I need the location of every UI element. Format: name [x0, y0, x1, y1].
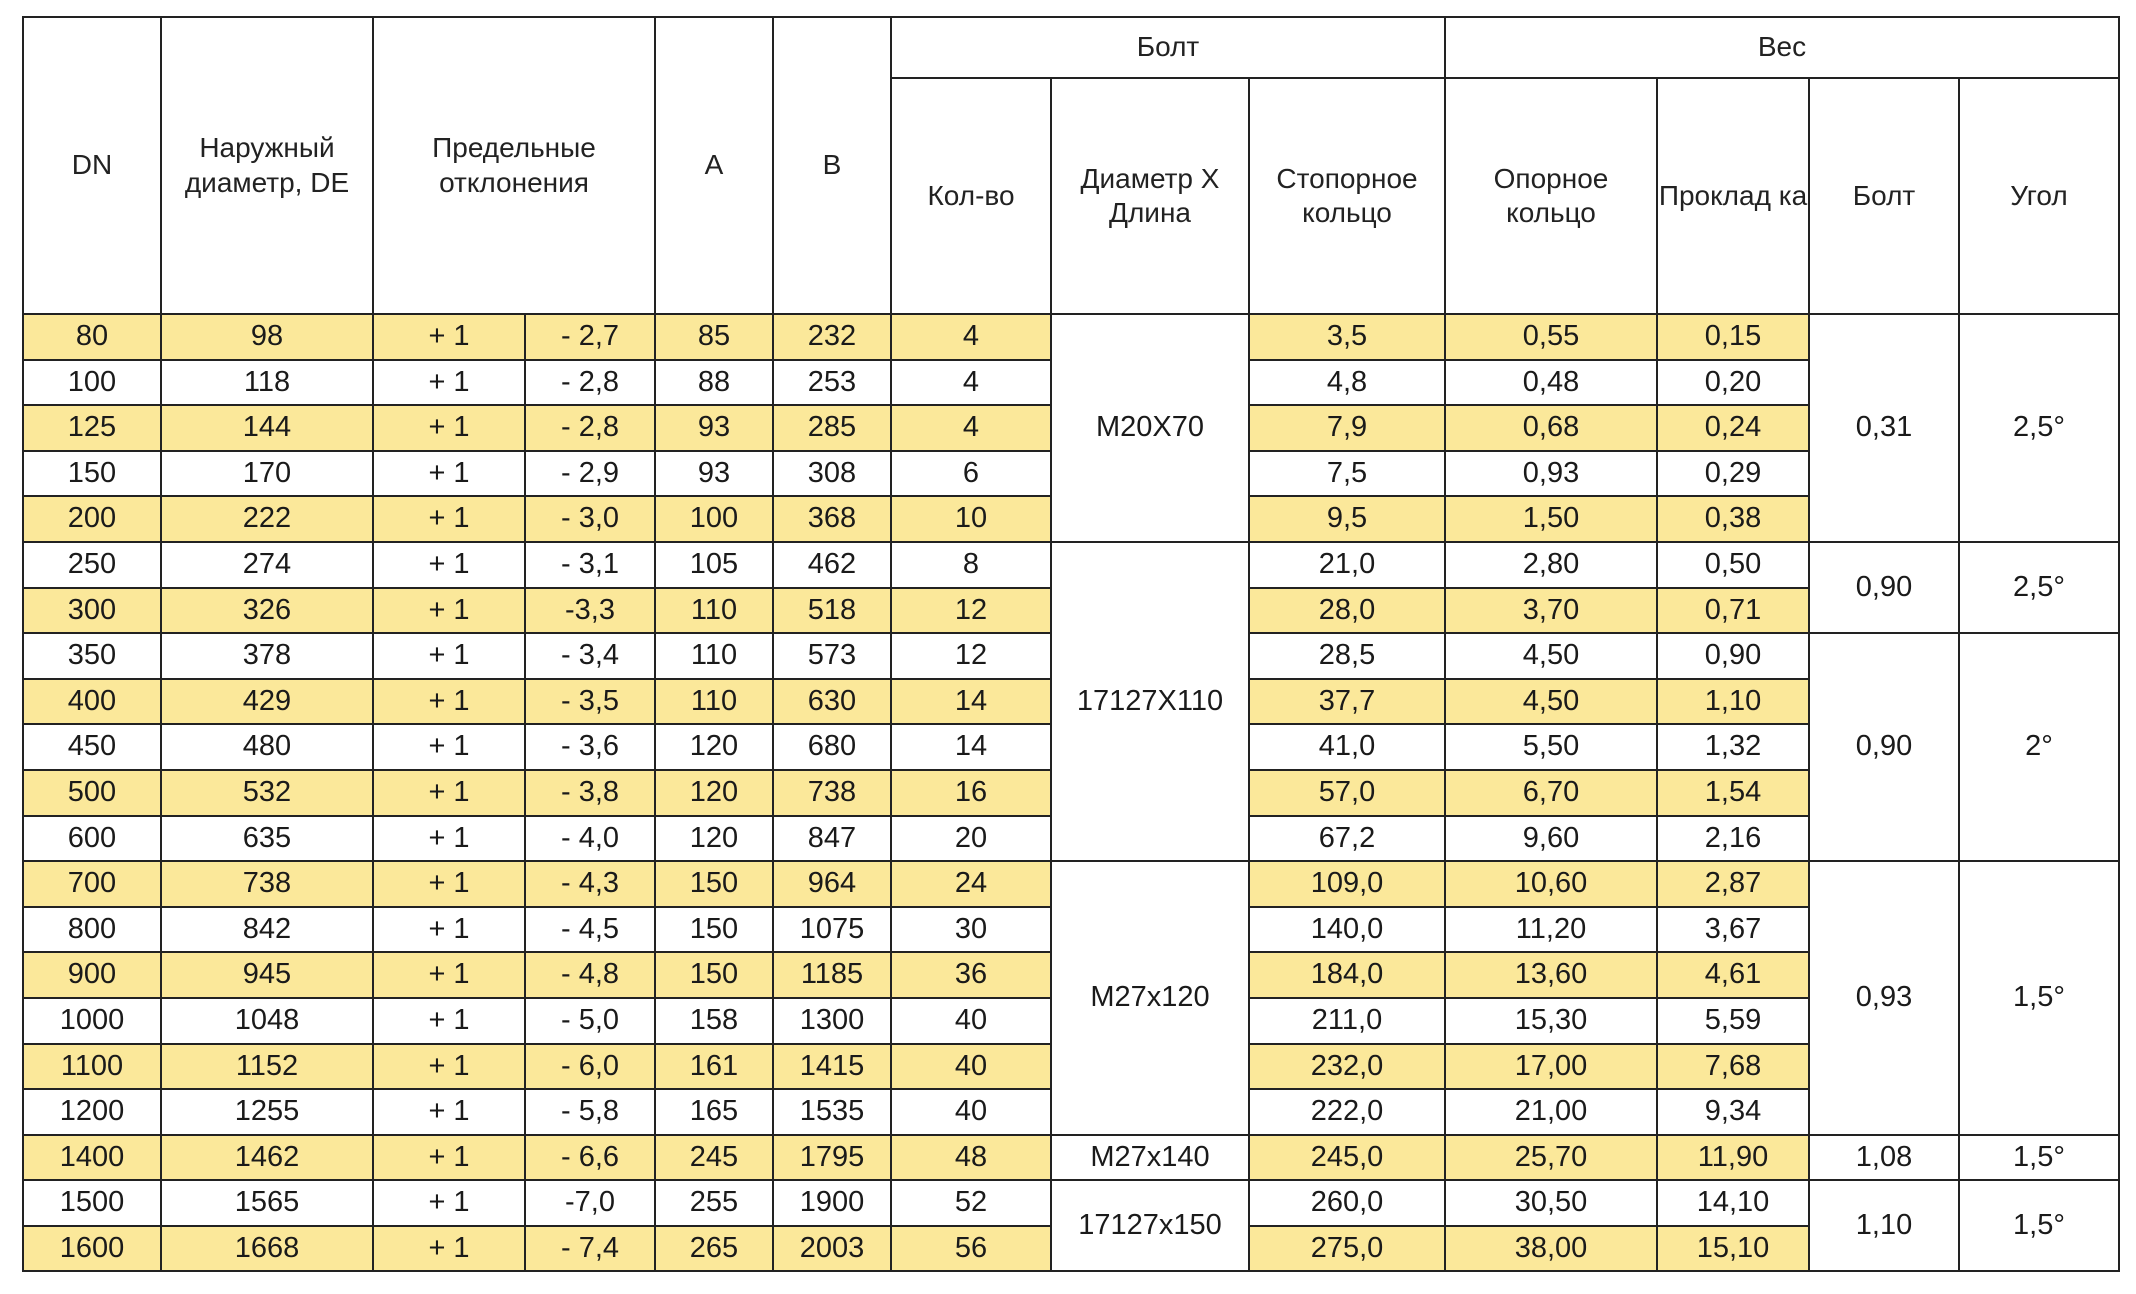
- gasket-weight-cell: 15,10: [1657, 1226, 1809, 1272]
- deviation-minus-cell: - 4,3: [525, 861, 655, 907]
- b-cell: 253: [773, 360, 891, 406]
- stop-ring-weight-cell: 37,7: [1249, 679, 1445, 725]
- outer-diameter-cell: 945: [161, 952, 373, 998]
- deviation-minus-cell: - 2,9: [525, 451, 655, 497]
- stop-ring-weight-cell: 28,0: [1249, 588, 1445, 634]
- header-bolt-group: Болт: [891, 17, 1445, 78]
- stop-ring-weight-cell: 109,0: [1249, 861, 1445, 907]
- deviation-plus-cell: + 1: [373, 952, 525, 998]
- a-cell: 120: [655, 770, 773, 816]
- deviation-minus-cell: - 4,0: [525, 816, 655, 862]
- bolt-size-cell: M27x140: [1051, 1135, 1249, 1181]
- deviation-minus-cell: - 3,6: [525, 724, 655, 770]
- stop-ring-weight-cell: 3,5: [1249, 314, 1445, 360]
- deviation-minus-cell: - 3,5: [525, 679, 655, 725]
- deviation-plus-cell: + 1: [373, 1180, 525, 1226]
- gasket-weight-cell: 0,24: [1657, 405, 1809, 451]
- support-ring-weight-cell: 10,60: [1445, 861, 1657, 907]
- dn-cell: 1500: [23, 1180, 161, 1226]
- gasket-weight-cell: 0,38: [1657, 496, 1809, 542]
- header-dn: DN: [23, 17, 161, 314]
- gasket-weight-cell: 9,34: [1657, 1089, 1809, 1135]
- support-ring-weight-cell: 13,60: [1445, 952, 1657, 998]
- deviation-plus-cell: + 1: [373, 861, 525, 907]
- b-cell: 573: [773, 633, 891, 679]
- stop-ring-weight-cell: 184,0: [1249, 952, 1445, 998]
- deviation-minus-cell: - 6,6: [525, 1135, 655, 1181]
- stop-ring-weight-cell: 140,0: [1249, 907, 1445, 953]
- bolt-qty-cell: 8: [891, 542, 1051, 588]
- dn-cell: 450: [23, 724, 161, 770]
- bolt-qty-cell: 10: [891, 496, 1051, 542]
- bolt-size-cell: 17127x150: [1051, 1180, 1249, 1271]
- dn-cell: 300: [23, 588, 161, 634]
- table-row: [23, 314, 2119, 360]
- support-ring-weight-cell: 11,20: [1445, 907, 1657, 953]
- gasket-weight-cell: 14,10: [1657, 1180, 1809, 1226]
- deviation-plus-cell: + 1: [373, 1044, 525, 1090]
- dn-cell: 600: [23, 816, 161, 862]
- outer-diameter-cell: 1048: [161, 998, 373, 1044]
- support-ring-weight-cell: 0,68: [1445, 405, 1657, 451]
- deviation-plus-cell: + 1: [373, 496, 525, 542]
- deviation-minus-cell: - 3,1: [525, 542, 655, 588]
- header-qty: Кол-во: [891, 78, 1051, 314]
- table-row: [23, 861, 2119, 907]
- dn-cell: 250: [23, 542, 161, 588]
- table-row: [23, 1180, 2119, 1226]
- outer-diameter-cell: 326: [161, 588, 373, 634]
- a-cell: 158: [655, 998, 773, 1044]
- bolt-qty-cell: 30: [891, 907, 1051, 953]
- outer-diameter-cell: 274: [161, 542, 373, 588]
- deviation-plus-cell: + 1: [373, 816, 525, 862]
- outer-diameter-cell: 144: [161, 405, 373, 451]
- a-cell: 110: [655, 633, 773, 679]
- stop-ring-weight-cell: 28,5: [1249, 633, 1445, 679]
- gasket-weight-cell: 4,61: [1657, 952, 1809, 998]
- b-cell: 1900: [773, 1180, 891, 1226]
- bolt-qty-cell: 40: [891, 998, 1051, 1044]
- outer-diameter-cell: 1462: [161, 1135, 373, 1181]
- stop-ring-weight-cell: 41,0: [1249, 724, 1445, 770]
- stop-ring-weight-cell: 7,5: [1249, 451, 1445, 497]
- bolt-size-cell: M27x120: [1051, 861, 1249, 1135]
- support-ring-weight-cell: 25,70: [1445, 1135, 1657, 1181]
- outer-diameter-cell: 635: [161, 816, 373, 862]
- stop-ring-weight-cell: 57,0: [1249, 770, 1445, 816]
- header-angle: Угол: [1959, 78, 2119, 314]
- header-a: A: [655, 17, 773, 314]
- deviation-plus-cell: + 1: [373, 451, 525, 497]
- deviation-minus-cell: - 4,8: [525, 952, 655, 998]
- deviation-minus-cell: - 5,8: [525, 1089, 655, 1135]
- outer-diameter-cell: 1152: [161, 1044, 373, 1090]
- dn-cell: 1200: [23, 1089, 161, 1135]
- deviation-minus-cell: -3,3: [525, 588, 655, 634]
- bolt-qty-cell: 24: [891, 861, 1051, 907]
- bolt-qty-cell: 14: [891, 724, 1051, 770]
- deviation-plus-cell: + 1: [373, 724, 525, 770]
- deviation-minus-cell: - 2,8: [525, 360, 655, 406]
- bolt-qty-cell: 40: [891, 1089, 1051, 1135]
- bolt-qty-cell: 48: [891, 1135, 1051, 1181]
- deviation-minus-cell: -7,0: [525, 1180, 655, 1226]
- angle-cell: 1,5°: [1959, 1135, 2119, 1181]
- dn-cell: 1000: [23, 998, 161, 1044]
- outer-diameter-cell: 222: [161, 496, 373, 542]
- bolt-qty-cell: 4: [891, 405, 1051, 451]
- dn-cell: 1400: [23, 1135, 161, 1181]
- dn-cell: 1600: [23, 1226, 161, 1272]
- table-row: [23, 542, 2119, 588]
- bolt-qty-cell: 12: [891, 588, 1051, 634]
- deviation-plus-cell: + 1: [373, 907, 525, 953]
- deviation-plus-cell: + 1: [373, 588, 525, 634]
- outer-diameter-cell: 118: [161, 360, 373, 406]
- outer-diameter-cell: 738: [161, 861, 373, 907]
- b-cell: 285: [773, 405, 891, 451]
- dn-cell: 350: [23, 633, 161, 679]
- deviation-plus-cell: + 1: [373, 542, 525, 588]
- gasket-weight-cell: 1,10: [1657, 679, 1809, 725]
- bolt-qty-cell: 52: [891, 1180, 1051, 1226]
- bolt-size-cell: M20X70: [1051, 314, 1249, 542]
- deviation-plus-cell: + 1: [373, 633, 525, 679]
- b-cell: 462: [773, 542, 891, 588]
- b-cell: 847: [773, 816, 891, 862]
- header-stop-ring: Стопорное кольцо: [1249, 78, 1445, 314]
- gasket-weight-cell: 3,67: [1657, 907, 1809, 953]
- bolt-qty-cell: 4: [891, 360, 1051, 406]
- stop-ring-weight-cell: 67,2: [1249, 816, 1445, 862]
- outer-diameter-cell: 532: [161, 770, 373, 816]
- outer-diameter-cell: 842: [161, 907, 373, 953]
- dn-cell: 100: [23, 360, 161, 406]
- a-cell: 150: [655, 907, 773, 953]
- header-deviations: Предельные отклонения: [373, 17, 655, 314]
- dn-cell: 700: [23, 861, 161, 907]
- deviation-plus-cell: + 1: [373, 1135, 525, 1181]
- a-cell: 85: [655, 314, 773, 360]
- support-ring-weight-cell: 17,00: [1445, 1044, 1657, 1090]
- gasket-weight-cell: 0,71: [1657, 588, 1809, 634]
- b-cell: 1795: [773, 1135, 891, 1181]
- dn-cell: 500: [23, 770, 161, 816]
- header-b: B: [773, 17, 891, 314]
- bolt-qty-cell: 16: [891, 770, 1051, 816]
- support-ring-weight-cell: 3,70: [1445, 588, 1657, 634]
- a-cell: 93: [655, 451, 773, 497]
- dn-cell: 1100: [23, 1044, 161, 1090]
- support-ring-weight-cell: 9,60: [1445, 816, 1657, 862]
- gasket-weight-cell: 0,90: [1657, 633, 1809, 679]
- deviation-plus-cell: + 1: [373, 1226, 525, 1272]
- deviation-minus-cell: - 2,7: [525, 314, 655, 360]
- support-ring-weight-cell: 0,55: [1445, 314, 1657, 360]
- support-ring-weight-cell: 15,30: [1445, 998, 1657, 1044]
- gasket-weight-cell: 0,20: [1657, 360, 1809, 406]
- dn-cell: 150: [23, 451, 161, 497]
- gasket-weight-cell: 7,68: [1657, 1044, 1809, 1090]
- dn-cell: 900: [23, 952, 161, 998]
- b-cell: 1075: [773, 907, 891, 953]
- bolt-qty-cell: 12: [891, 633, 1051, 679]
- a-cell: 100: [655, 496, 773, 542]
- b-cell: 1415: [773, 1044, 891, 1090]
- stop-ring-weight-cell: 260,0: [1249, 1180, 1445, 1226]
- a-cell: 165: [655, 1089, 773, 1135]
- header-bolt-weight: Болт: [1809, 78, 1959, 314]
- a-cell: 150: [655, 952, 773, 998]
- deviation-minus-cell: - 6,0: [525, 1044, 655, 1090]
- bolt-weight-cell: 0,93: [1809, 861, 1959, 1135]
- table-body: [23, 314, 2119, 1271]
- stop-ring-weight-cell: 211,0: [1249, 998, 1445, 1044]
- angle-cell: 2°: [1959, 633, 2119, 861]
- support-ring-weight-cell: 21,00: [1445, 1089, 1657, 1135]
- dn-cell: 200: [23, 496, 161, 542]
- deviation-plus-cell: + 1: [373, 314, 525, 360]
- angle-cell: 1,5°: [1959, 1180, 2119, 1271]
- flange-spec-table: [22, 16, 2120, 1272]
- support-ring-weight-cell: 4,50: [1445, 633, 1657, 679]
- deviation-minus-cell: - 3,8: [525, 770, 655, 816]
- outer-diameter-cell: 170: [161, 451, 373, 497]
- b-cell: 518: [773, 588, 891, 634]
- gasket-weight-cell: 2,87: [1657, 861, 1809, 907]
- a-cell: 120: [655, 724, 773, 770]
- a-cell: 265: [655, 1226, 773, 1272]
- stop-ring-weight-cell: 245,0: [1249, 1135, 1445, 1181]
- a-cell: 105: [655, 542, 773, 588]
- dn-cell: 125: [23, 405, 161, 451]
- a-cell: 161: [655, 1044, 773, 1090]
- deviation-plus-cell: + 1: [373, 405, 525, 451]
- deviation-plus-cell: + 1: [373, 1089, 525, 1135]
- bolt-qty-cell: 36: [891, 952, 1051, 998]
- stop-ring-weight-cell: 21,0: [1249, 542, 1445, 588]
- b-cell: 1185: [773, 952, 891, 998]
- dn-cell: 400: [23, 679, 161, 725]
- deviation-minus-cell: - 7,4: [525, 1226, 655, 1272]
- stop-ring-weight-cell: 7,9: [1249, 405, 1445, 451]
- b-cell: 368: [773, 496, 891, 542]
- gasket-weight-cell: 0,29: [1657, 451, 1809, 497]
- gasket-weight-cell: 5,59: [1657, 998, 1809, 1044]
- header-outer-diameter: Наружный диаметр, DE: [161, 17, 373, 314]
- a-cell: 93: [655, 405, 773, 451]
- deviation-plus-cell: + 1: [373, 998, 525, 1044]
- deviation-minus-cell: - 3,4: [525, 633, 655, 679]
- angle-cell: 2,5°: [1959, 314, 2119, 542]
- header-gasket: Проклад ка: [1657, 78, 1809, 314]
- bolt-qty-cell: 4: [891, 314, 1051, 360]
- gasket-weight-cell: 0,15: [1657, 314, 1809, 360]
- table-row: [23, 1135, 2119, 1181]
- a-cell: 255: [655, 1180, 773, 1226]
- bolt-qty-cell: 20: [891, 816, 1051, 862]
- deviation-plus-cell: + 1: [373, 360, 525, 406]
- a-cell: 120: [655, 816, 773, 862]
- bolt-qty-cell: 56: [891, 1226, 1051, 1272]
- angle-cell: 1,5°: [1959, 861, 2119, 1135]
- b-cell: 308: [773, 451, 891, 497]
- bolt-weight-cell: 1,08: [1809, 1135, 1959, 1181]
- support-ring-weight-cell: 38,00: [1445, 1226, 1657, 1272]
- gasket-weight-cell: 0,50: [1657, 542, 1809, 588]
- gasket-weight-cell: 1,54: [1657, 770, 1809, 816]
- b-cell: 738: [773, 770, 891, 816]
- bolt-weight-cell: 0,31: [1809, 314, 1959, 542]
- header-diam-len: Диаметр Х Длина: [1051, 78, 1249, 314]
- outer-diameter-cell: 378: [161, 633, 373, 679]
- gasket-weight-cell: 1,32: [1657, 724, 1809, 770]
- outer-diameter-cell: 480: [161, 724, 373, 770]
- gasket-weight-cell: 2,16: [1657, 816, 1809, 862]
- deviation-minus-cell: - 3,0: [525, 496, 655, 542]
- bolt-qty-cell: 40: [891, 1044, 1051, 1090]
- bolt-weight-cell: 0,90: [1809, 633, 1959, 861]
- deviation-minus-cell: - 5,0: [525, 998, 655, 1044]
- support-ring-weight-cell: 30,50: [1445, 1180, 1657, 1226]
- b-cell: 1300: [773, 998, 891, 1044]
- support-ring-weight-cell: 4,50: [1445, 679, 1657, 725]
- deviation-plus-cell: + 1: [373, 770, 525, 816]
- deviation-minus-cell: - 4,5: [525, 907, 655, 953]
- stop-ring-weight-cell: 275,0: [1249, 1226, 1445, 1272]
- dn-cell: 80: [23, 314, 161, 360]
- b-cell: 630: [773, 679, 891, 725]
- outer-diameter-cell: 98: [161, 314, 373, 360]
- b-cell: 680: [773, 724, 891, 770]
- header-support-ring: Опорное кольцо: [1445, 78, 1657, 314]
- stop-ring-weight-cell: 4,8: [1249, 360, 1445, 406]
- gasket-weight-cell: 11,90: [1657, 1135, 1809, 1181]
- support-ring-weight-cell: 0,48: [1445, 360, 1657, 406]
- dn-cell: 800: [23, 907, 161, 953]
- bolt-weight-cell: 0,90: [1809, 542, 1959, 633]
- b-cell: 964: [773, 861, 891, 907]
- support-ring-weight-cell: 5,50: [1445, 724, 1657, 770]
- support-ring-weight-cell: 6,70: [1445, 770, 1657, 816]
- support-ring-weight-cell: 1,50: [1445, 496, 1657, 542]
- b-cell: 2003: [773, 1226, 891, 1272]
- a-cell: 150: [655, 861, 773, 907]
- outer-diameter-cell: 1255: [161, 1089, 373, 1135]
- header-weight-group: Вес: [1445, 17, 2119, 78]
- bolt-qty-cell: 14: [891, 679, 1051, 725]
- bolt-weight-cell: 1,10: [1809, 1180, 1959, 1271]
- a-cell: 88: [655, 360, 773, 406]
- outer-diameter-cell: 429: [161, 679, 373, 725]
- a-cell: 245: [655, 1135, 773, 1181]
- deviation-plus-cell: + 1: [373, 679, 525, 725]
- support-ring-weight-cell: 2,80: [1445, 542, 1657, 588]
- stop-ring-weight-cell: 222,0: [1249, 1089, 1445, 1135]
- outer-diameter-cell: 1668: [161, 1226, 373, 1272]
- b-cell: 1535: [773, 1089, 891, 1135]
- deviation-minus-cell: - 2,8: [525, 405, 655, 451]
- bolt-qty-cell: 6: [891, 451, 1051, 497]
- support-ring-weight-cell: 0,93: [1445, 451, 1657, 497]
- stop-ring-weight-cell: 9,5: [1249, 496, 1445, 542]
- b-cell: 232: [773, 314, 891, 360]
- angle-cell: 2,5°: [1959, 542, 2119, 633]
- a-cell: 110: [655, 679, 773, 725]
- stop-ring-weight-cell: 232,0: [1249, 1044, 1445, 1090]
- bolt-size-cell: 17127X110: [1051, 542, 1249, 861]
- a-cell: 110: [655, 588, 773, 634]
- outer-diameter-cell: 1565: [161, 1180, 373, 1226]
